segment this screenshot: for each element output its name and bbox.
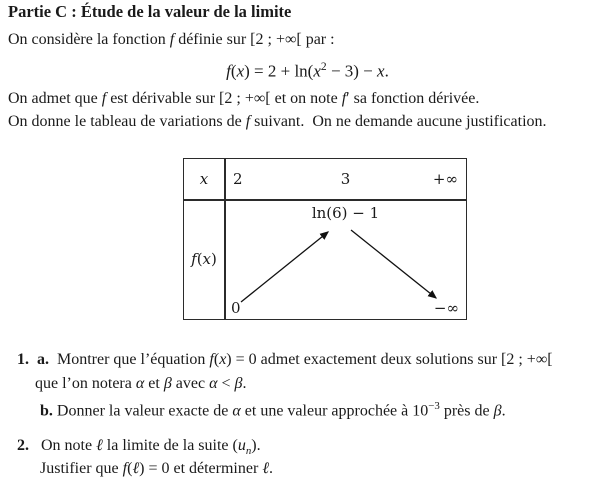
variation-arrows <box>184 159 465 318</box>
section-title: Partie C : Étude de la valeur de la limite <box>8 2 292 21</box>
table-x-value-right: +∞ <box>432 170 458 188</box>
table-fx-label: f ( x ) <box>191 250 217 268</box>
table-x-value-left: 2 <box>233 170 243 188</box>
function-formula: $f(x) = 2 + \ln(x^2 - 3) - x$. <box>226 60 389 81</box>
question-2-line-2: Justifier que f(ℓ) = 0 et déterminer ℓ. <box>40 460 273 477</box>
question-1a-line-2: que l’on notera α et β avec α < β. <box>35 375 247 392</box>
question-1b-line: b. Donner la valeur exacte de α et une valeur approchée à $10^{-3}$ près de β. <box>40 400 506 420</box>
intro-line-3: On donne le tableau de variations de f suivant. On ne demande aucune justification. <box>8 113 547 130</box>
intro-line-1: On considère la fonction f définie sur [2 ; +∞[ par : <box>8 31 335 48</box>
table-start-value: 0 <box>231 299 241 317</box>
variation-table <box>183 158 467 320</box>
question-2-line-1: 2. On note ℓ la limite de la suite $(u_n)$. <box>17 437 261 458</box>
increase-arrow-icon <box>241 232 328 302</box>
table-variable-label: x <box>199 170 209 188</box>
question-1a-line-1: 1. a. Montrer que l’équation f(x) = 0 admet exactement deux solutions sur [2 ; +∞[ <box>17 351 553 368</box>
table-end-value: −∞ <box>433 299 459 317</box>
decrease-arrow-icon <box>351 230 436 298</box>
intro-line-2: On admet que f est dérivable sur [2 ; +∞[ et on note f′ sa fonction dérivée. <box>8 90 480 107</box>
table-x-value-mid: 3 <box>340 170 351 188</box>
table-max-value: ln(6) − 1 <box>311 204 380 222</box>
